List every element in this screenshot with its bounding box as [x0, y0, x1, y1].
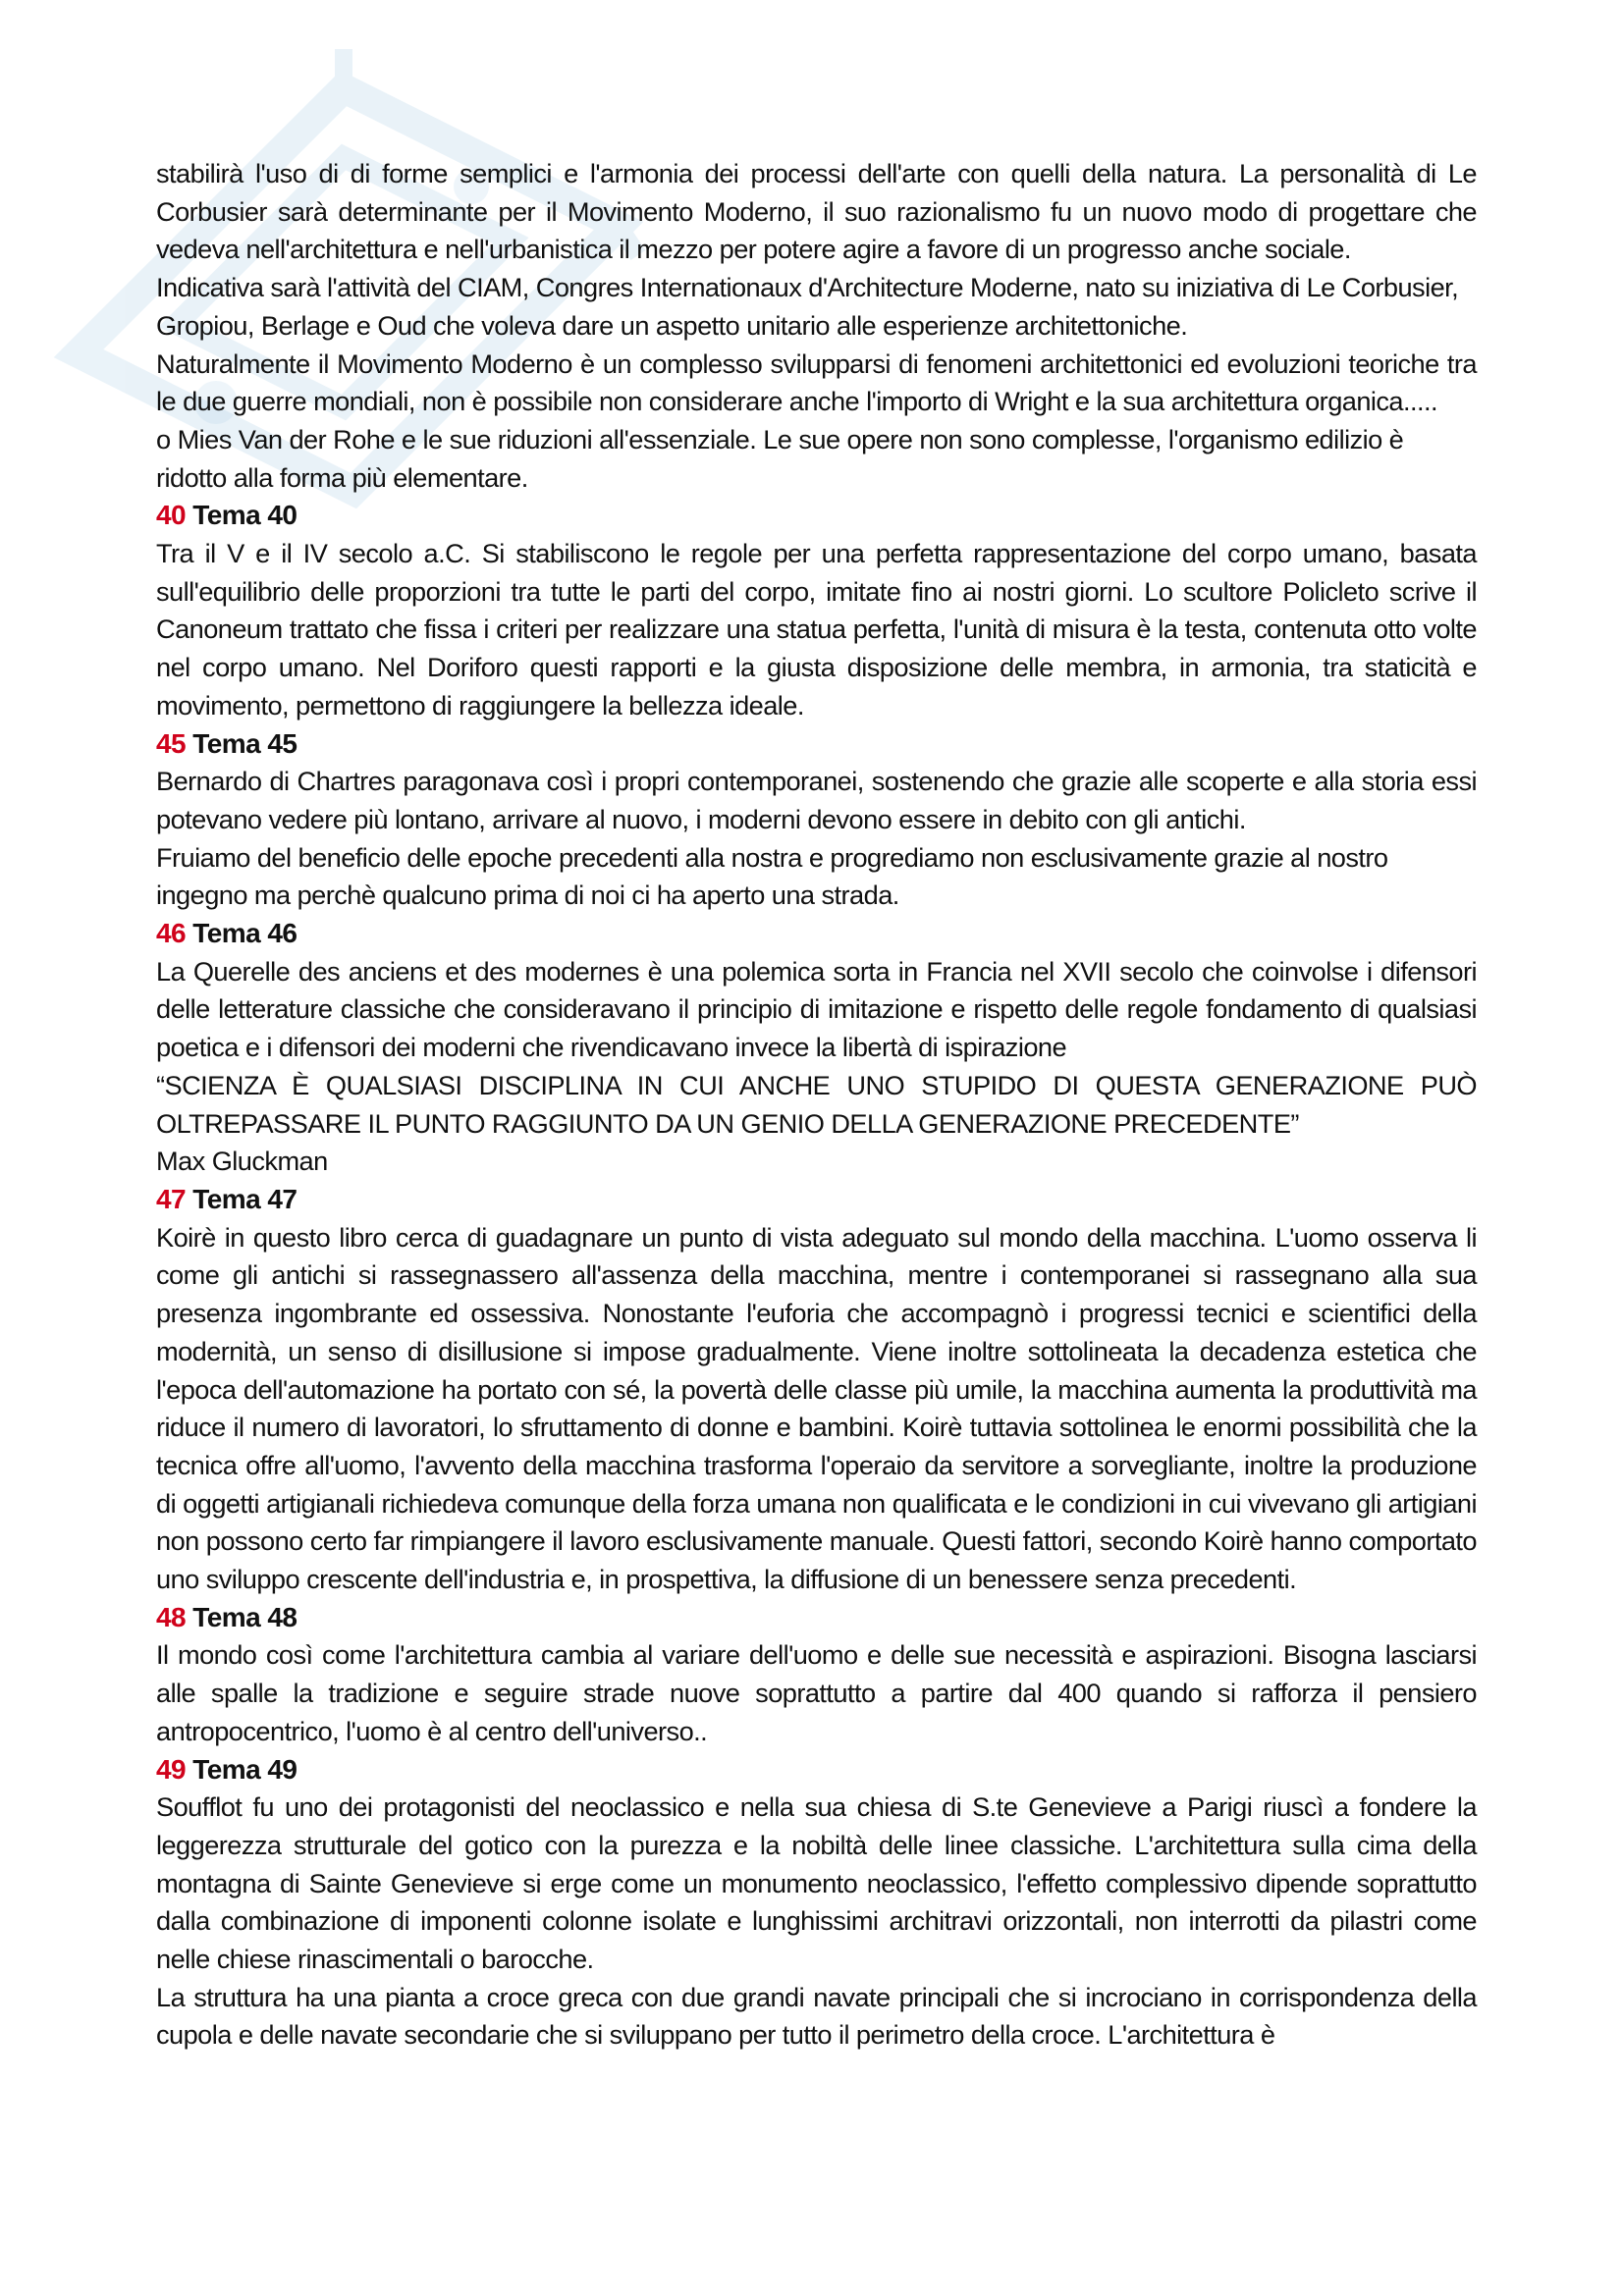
paragraph: Indicativa sarà l'attività del CIAM, Congres Internationaux d'Architecture Moderne, nato su iniziativa di Le Corbusier, Gropiou, Berlage e Oud che voleva dare un aspetto unitario alle esperienze architettoniche. — [156, 272, 1459, 341]
section-heading-tema-45 — [156, 725, 1477, 764]
heading-number: 45 — [156, 727, 187, 759]
section-heading-tema-47 — [156, 1181, 1477, 1219]
paragraph: Soufflot fu uno dei protagonisti del neoclassico e nella sua chiesa di S.te Genevieve a Parigi riuscì a fondere la leggerezza strutturale del gotico con la purezza e la nobiltà delle linee classiche. L'architettura sulla cima della montagna di Sainte Genevieve si erge come un monumento neoclassico, l'effetto complessivo dipende soprattutto dalla combinazione di imponenti colonne isolate e lunghissimi architravi orizzontali, non interrotti da pilastri come nelle chiese rinascimentali o barocche. — [156, 1791, 1477, 1975]
heading-label: Tema 45 — [192, 727, 298, 759]
heading-number: 48 — [156, 1601, 187, 1632]
paragraph: stabilirà l'uso di di forme semplici e l'armonia dei processi dell'arte con quelli della natura. La personalità di Le Corbusier sarà determinante per il Movimento Moderno, il suo razionalismo fu un nuovo modo di progettare che vedeva nell'architettura e nell'urbanistica il mezzo per potere agire a favore di un progresso anche sociale. — [156, 158, 1477, 265]
heading-number: 49 — [156, 1753, 187, 1785]
document-body — [156, 155, 1477, 2055]
paragraph: Bernardo di Chartres paragonava così i propri contemporanei, sostenendo che grazie alle scoperte e alla storia essi potevano vedere più lontano, arrivare al nuovo, i moderni devono essere in debito con gli antichi. — [156, 766, 1477, 834]
paragraph: Tra il V e il IV secolo a.C. Si stabiliscono le regole per una perfetta rappresentazione del corpo umano, basata sull'equilibrio delle proporzioni tra tutte le parti del corpo, imitate fino ai nostri giorni. Lo scultore Policleto scrive il Canoneum trattato che fissa i criteri per realizzare una statua perfetta, l'unità di misura è la testa, contenuta otto volte nel corpo umano. Nel Doriforo questi rapporti e la giusta disposizione delle membra, in armonia, tra staticità e movimento, permettono di raggiungere la bellezza ideale. — [156, 538, 1477, 721]
paragraph: Fruiamo del beneficio delle epoche precedenti alla nostra e progrediamo non esclusivamente grazie al nostro ingegno ma perchè qualcuno prima di noi ci ha aperto una strada. — [156, 841, 1388, 911]
paragraph: Il mondo così come l'architettura cambia al variare dell'uomo e delle sue necessità e aspirazioni. Bisogna lasciarsi alle spalle la tradizione e seguire strade nuove soprattutto a partire dal 400 quando si rafforza il pensiero antropocentrico, l'uomo è al centro dell'universo.. — [156, 1639, 1477, 1746]
section-heading-tema-46 — [156, 915, 1477, 953]
paragraph: La Querelle des anciens et des modernes è una polemica sorta in Francia nel XVII secolo che coinvolse i difensori delle letterature classiche che consideravano il principio di imitazione e rispetto delle regole fondamento di qualsiasi poetica e i difensori dei moderni che rivendicavano invece la libertà di ispirazione — [156, 955, 1477, 1063]
quote-author: Max Gluckman — [156, 1146, 328, 1177]
quote: “SCIENZA È QUALSIASI DISCIPLINA IN CUI ANCHE UNO STUPIDO DI QUESTA GENERAZIONE PUÒ OLTREPASSARE IL PUNTO RAGGIUNTO DA UN GENIO DELLA GENERAZIONE PRECEDENTE” — [156, 1069, 1477, 1139]
heading-label: Tema 48 — [192, 1601, 298, 1632]
section-heading-tema-40 — [156, 497, 1477, 535]
paragraph: o Mies Van der Rohe e le sue riduzioni all'essenziale. Le sue opere non sono complesse, l'organismo edilizio è ridotto alla forma più elementare. — [156, 423, 1404, 493]
section-heading-tema-49 — [156, 1751, 1477, 1789]
heading-label: Tema 46 — [192, 918, 298, 949]
heading-number: 47 — [156, 1183, 187, 1214]
heading-number: 40 — [156, 500, 187, 531]
heading-label: Tema 47 — [192, 1183, 298, 1214]
heading-label: Tema 40 — [192, 500, 298, 531]
paragraph: La struttura ha una pianta a croce greca con due grandi navate principali che si incrociano in corrispondenza della cupola e delle navate secondarie che si sviluppano per tutto il perimetro della croce. L'architettura è — [156, 1981, 1477, 2051]
heading-label: Tema 49 — [192, 1753, 298, 1785]
heading-number: 46 — [156, 918, 187, 949]
section-heading-tema-48 — [156, 1599, 1477, 1637]
paragraph: Koirè in questo libro cerca di guadagnare un punto di vista adeguato sul mondo della macchina. L'uomo osserva li come gli antichi si rassegnassero all'assenza della macchina, mentre i contemporanei si rassegnano alla sua presenza ingombrante ed ossessiva. Nonostante l'euforia che accompagnò i progressi tecnici e scientifici della modernità, un senso di disillusione si impose gradualmente. Viene inoltre sottolineata la decadenza estetica che l'epoca dell'automazione ha portato con sé, la povertà delle classe più umile, la macchina aumenta la produttività ma riduce il numero di lavoratori, lo sfruttamento di donne e bambini. Koirè tuttavia sottolinea le enormi possibilità che la tecnica offre all'uomo, l'avvento della macchina trasforma l'operaio da servitore a sorvegliante, inoltre la produzione di oggetti artigianali richiedeva comunque della forza umana non qualificata e le condizioni in cui vivevano gli artigiani non possono certo far rimpiangere il lavoro esclusivamente manuale. Questi fattori, secondo Koirè hanno comportato uno sviluppo crescente dell'industria e, in prospettiva, la diffusione di un benessere senza precedenti. — [156, 1221, 1477, 1595]
paragraph: Naturalmente il Movimento Moderno è un complesso svilupparsi di fenomeni architettonici ed evoluzioni teoriche tra le due guerre mondiali, non è possibile non considerare anche l'importo di Wright e la sua architettura organica..... — [156, 347, 1477, 417]
